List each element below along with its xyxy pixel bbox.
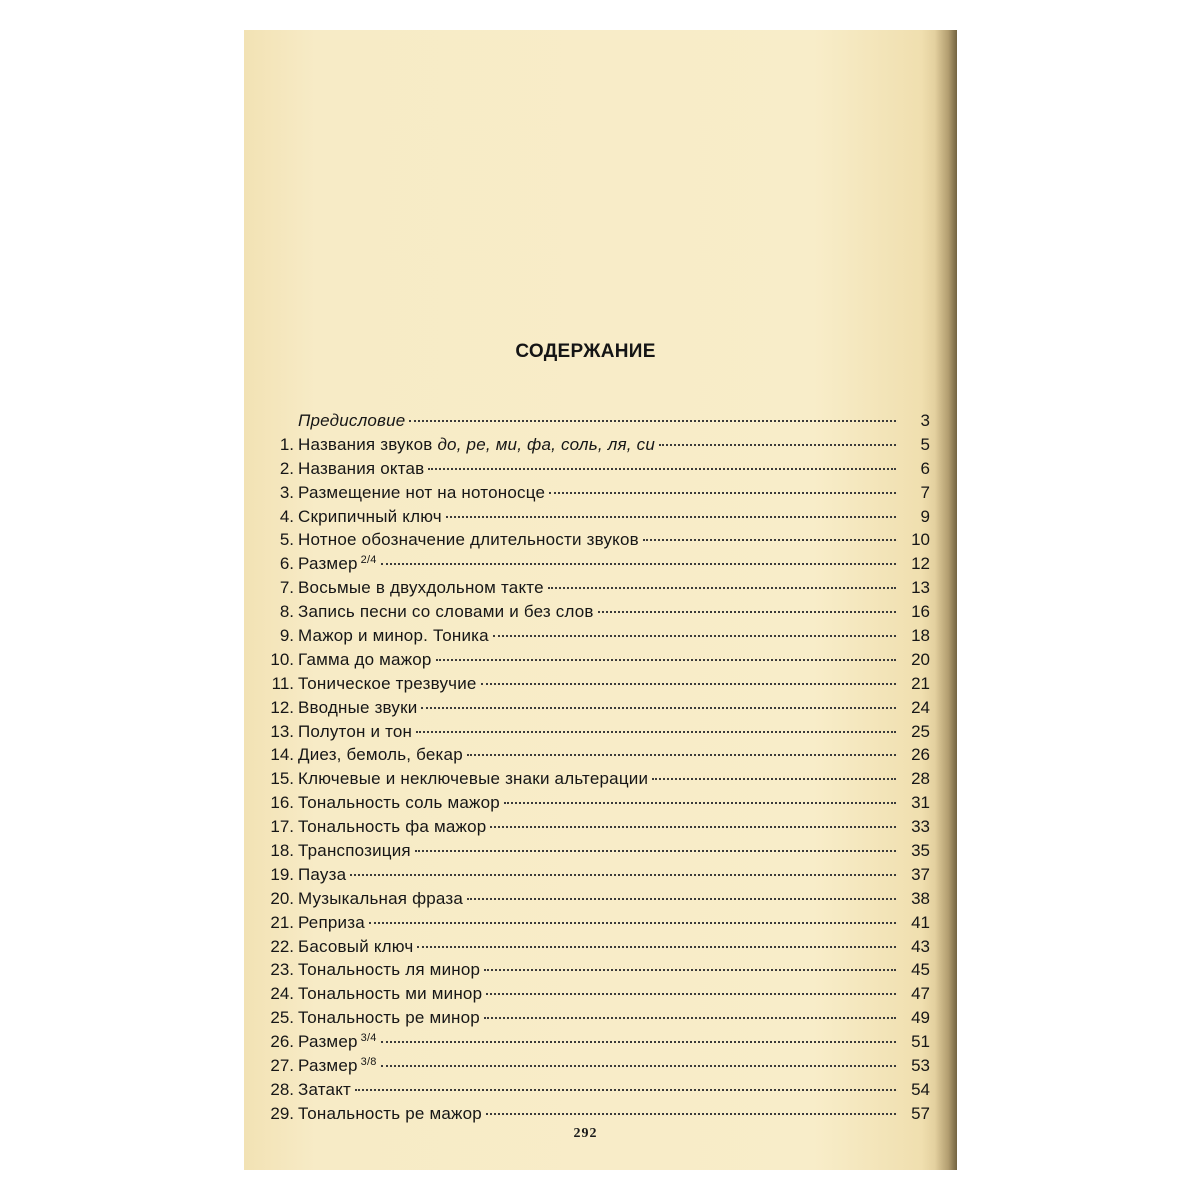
toc-entry-page: 10 bbox=[911, 530, 930, 550]
toc-entry-title bbox=[298, 674, 477, 694]
dot-leader bbox=[486, 1113, 896, 1115]
toc-entry bbox=[260, 1008, 930, 1032]
toc-entry-title bbox=[298, 889, 463, 909]
page-spine-shadow bbox=[935, 30, 957, 1170]
toc-entry bbox=[260, 1080, 930, 1104]
toc-entry-number: 29. bbox=[270, 1103, 294, 1123]
dot-leader bbox=[446, 516, 896, 518]
toc-entry bbox=[260, 1056, 930, 1080]
toc-entry bbox=[260, 937, 930, 961]
toc-entry-title-text: Затакт bbox=[298, 1079, 352, 1099]
toc-entry-number: 24. bbox=[270, 984, 294, 1004]
toc-entry-page: 20 bbox=[911, 649, 930, 669]
toc-entry-title-text: Музыкальная фраза bbox=[298, 888, 464, 908]
toc-entry-title bbox=[298, 411, 405, 431]
toc-entry-title bbox=[298, 1104, 482, 1124]
toc-entry-title-text: Полутон и тон bbox=[298, 721, 413, 741]
toc-entry-page: 47 bbox=[911, 984, 930, 1004]
dot-leader bbox=[548, 587, 896, 589]
toc-entry-number: 3. bbox=[279, 482, 294, 502]
toc-entry-number: 12. bbox=[270, 697, 294, 717]
dot-leader bbox=[504, 802, 896, 804]
toc-entry-title-text: Тональность ре мажор bbox=[298, 1103, 482, 1123]
toc-entry-title bbox=[298, 745, 463, 765]
toc-entry-title-text: Ключевые и неключевые знаки альтерации bbox=[298, 769, 649, 789]
toc-entry bbox=[260, 578, 930, 602]
toc-entry-number: 11. bbox=[271, 673, 294, 693]
toc-entry-title-text: Восьмые в двухдольном такте bbox=[298, 578, 544, 598]
toc-entry bbox=[260, 483, 930, 507]
toc-entry-page: 24 bbox=[911, 697, 930, 717]
toc-entry-number: 2. bbox=[279, 458, 294, 478]
dot-leader bbox=[417, 946, 896, 948]
toc-entry-title bbox=[298, 793, 500, 813]
toc-entry-page: 51 bbox=[911, 1032, 930, 1052]
toc-entry-title-text: Гамма до мажор bbox=[298, 649, 432, 669]
toc-entry-title bbox=[298, 530, 639, 550]
toc-entry-title bbox=[298, 769, 648, 789]
toc-entry-number: 7. bbox=[279, 578, 294, 598]
toc-entry-page: 45 bbox=[911, 960, 930, 980]
dot-leader bbox=[381, 1065, 896, 1067]
toc-entry-title bbox=[298, 459, 424, 479]
toc-entry-page: 35 bbox=[911, 841, 930, 861]
toc-entry-page: 41 bbox=[911, 912, 930, 932]
toc-entry-title-text: Пауза bbox=[298, 864, 347, 884]
toc-entry-number: 16. bbox=[270, 793, 294, 813]
toc-entry-title bbox=[298, 554, 377, 574]
toc-entry-title bbox=[298, 984, 482, 1004]
toc-entry-title bbox=[298, 698, 417, 718]
toc-entry-title-text: Диез, бемоль, бекар bbox=[298, 745, 463, 765]
toc-entry-title bbox=[298, 602, 594, 622]
toc-entry-title bbox=[298, 507, 442, 527]
toc-entry-page: 33 bbox=[911, 817, 930, 837]
toc-entry-title-text: Тональность ми минор bbox=[298, 984, 483, 1004]
toc-entry-number: 18. bbox=[270, 841, 294, 861]
toc-entry-page: 7 bbox=[920, 482, 930, 502]
dot-leader bbox=[652, 778, 896, 780]
toc-entry-title bbox=[298, 865, 346, 885]
toc-entry-page: 57 bbox=[911, 1103, 930, 1123]
toc-entry-title bbox=[298, 1032, 377, 1052]
toc-entry-number: 8. bbox=[279, 602, 294, 622]
toc-entry-title-italic: до, ре, ми, фа, соль, ля, си bbox=[437, 434, 655, 454]
toc-entry-page: 3 bbox=[920, 411, 930, 430]
dot-leader bbox=[350, 874, 896, 876]
toc-entry-title bbox=[298, 1080, 351, 1100]
toc-entry-page: 6 bbox=[920, 458, 930, 478]
dot-leader bbox=[549, 492, 896, 494]
dot-leader bbox=[381, 1041, 896, 1043]
toc-entry-title-text: Тональность фа мажор bbox=[298, 817, 487, 837]
toc-entry-title-text: Размер bbox=[298, 1032, 358, 1052]
toc-entry-page: 54 bbox=[911, 1079, 930, 1099]
toc-entry bbox=[260, 865, 930, 889]
toc-entry-title-text: Мажор и минор. Тоника bbox=[298, 626, 489, 646]
dot-leader bbox=[467, 898, 896, 900]
toc-entry bbox=[260, 960, 930, 984]
toc-entry-title-text: Размещение нот на нотоносце bbox=[298, 482, 546, 502]
toc-entry-page: 5 bbox=[920, 434, 930, 454]
toc-entry-title-text: Скрипичный ключ bbox=[298, 506, 442, 526]
time-signature: 3/4 bbox=[360, 1032, 377, 1045]
toc-entry-page: 18 bbox=[911, 626, 930, 646]
dot-leader bbox=[643, 539, 896, 541]
toc-entry-page: 31 bbox=[911, 793, 930, 813]
toc-entry-title-text: Басовый ключ bbox=[298, 936, 414, 956]
toc-entry-number: 17. bbox=[270, 817, 294, 837]
toc-entry-title-text: Транспозиция bbox=[298, 841, 411, 861]
toc-entry-page: 37 bbox=[911, 864, 930, 884]
toc-entry-title-text: Названия октав bbox=[298, 458, 425, 478]
toc-entry-title-text: Вводные звуки bbox=[298, 697, 418, 717]
toc-entry-title bbox=[298, 817, 486, 837]
toc-entry-number: 19. bbox=[270, 864, 294, 884]
toc-entry-page: 38 bbox=[911, 888, 930, 908]
dot-leader bbox=[486, 993, 896, 995]
toc-entry bbox=[260, 435, 930, 459]
toc-entry-number: 26. bbox=[270, 1032, 294, 1052]
toc-entry bbox=[260, 507, 930, 531]
toc-entry bbox=[260, 913, 930, 937]
toc-entry-number: 20. bbox=[270, 888, 294, 908]
toc-entry bbox=[260, 674, 930, 698]
toc-entry-number: 9. bbox=[279, 626, 294, 646]
toc-entry bbox=[260, 650, 930, 674]
time-signature: 3/8 bbox=[360, 1056, 377, 1069]
toc-entry-number: 22. bbox=[270, 936, 294, 956]
toc-entry bbox=[260, 841, 930, 865]
toc-entry-title bbox=[298, 937, 413, 957]
toc-entry-number: 28. bbox=[270, 1079, 294, 1099]
toc-entry-title bbox=[298, 1008, 480, 1028]
dot-leader bbox=[421, 707, 896, 709]
toc-entry-page: 26 bbox=[911, 745, 930, 765]
toc-entry-page: 28 bbox=[911, 769, 930, 789]
toc-entry bbox=[260, 698, 930, 722]
toc-entry-title bbox=[298, 1056, 377, 1076]
toc-entry-page: 25 bbox=[911, 721, 930, 741]
toc-entry bbox=[260, 889, 930, 913]
toc-entry-number: 23. bbox=[270, 960, 294, 980]
toc-entry bbox=[260, 793, 930, 817]
dot-leader bbox=[409, 420, 896, 422]
toc-entry-title-text: Тональность соль мажор bbox=[298, 793, 500, 813]
dot-leader bbox=[416, 731, 896, 733]
toc-entry-title-text: Тональность ре минор bbox=[298, 1008, 480, 1028]
toc-entry-number: 21. bbox=[270, 912, 294, 932]
toc-entry-title bbox=[298, 913, 365, 933]
toc-entry-page: 13 bbox=[911, 578, 930, 598]
toc-entry-number: 13. bbox=[270, 721, 294, 741]
dot-leader bbox=[484, 969, 896, 971]
time-signature: 2/4 bbox=[360, 554, 377, 567]
toc-entry-title-text: Названия звуков bbox=[298, 434, 438, 454]
toc-entry-number: 27. bbox=[270, 1056, 294, 1076]
toc-entry bbox=[260, 411, 930, 435]
toc-entry-page: 21 bbox=[911, 673, 930, 693]
toc-entry bbox=[260, 1104, 930, 1128]
toc-entry-number: 10. bbox=[270, 649, 294, 669]
toc-entry-page: 43 bbox=[911, 936, 930, 956]
toc-title: СОДЕРЖАНИЕ bbox=[515, 341, 656, 362]
toc-entry bbox=[260, 769, 930, 793]
toc-entry-title-text: Нотное обозначение длительности звуков bbox=[298, 530, 639, 550]
toc-entry bbox=[260, 554, 930, 578]
toc-entry-page: 12 bbox=[911, 554, 930, 574]
dot-leader bbox=[490, 826, 896, 828]
dot-leader bbox=[659, 444, 896, 446]
table-of-contents bbox=[260, 411, 930, 1128]
book-page bbox=[244, 30, 957, 1170]
dot-leader bbox=[355, 1089, 896, 1091]
toc-entry-number: 5. bbox=[279, 530, 294, 550]
toc-entry-title bbox=[298, 841, 411, 861]
toc-entry-title-text: Размер bbox=[298, 554, 358, 574]
toc-entry-title bbox=[298, 435, 655, 455]
toc-entry-page: 49 bbox=[911, 1008, 930, 1028]
toc-entry bbox=[260, 745, 930, 769]
toc-entry-title-text: Запись песни со словами и без слов bbox=[298, 602, 594, 622]
toc-entry bbox=[260, 1032, 930, 1056]
dot-leader bbox=[415, 850, 896, 852]
toc-entry bbox=[260, 530, 930, 554]
toc-entry-page: 16 bbox=[911, 602, 930, 622]
dot-leader bbox=[369, 922, 896, 924]
toc-entry-number: 25. bbox=[270, 1008, 294, 1028]
page-number: 292 bbox=[573, 1126, 598, 1141]
dot-leader bbox=[493, 635, 896, 637]
toc-entry-title-text: Тональность ля минор bbox=[298, 960, 481, 980]
toc-entry-title-text: Предисловие bbox=[298, 411, 406, 430]
toc-entry bbox=[260, 817, 930, 841]
toc-entry-title bbox=[298, 578, 544, 598]
toc-entry-title bbox=[298, 650, 432, 670]
toc-entry-page: 9 bbox=[920, 506, 930, 526]
toc-entry-title bbox=[298, 626, 489, 646]
dot-leader bbox=[481, 683, 896, 685]
dot-leader bbox=[467, 754, 896, 756]
toc-entry-number: 6. bbox=[279, 554, 294, 574]
toc-entry-title-text: Реприза bbox=[298, 912, 365, 932]
toc-entry bbox=[260, 722, 930, 746]
dot-leader bbox=[428, 468, 896, 470]
toc-entry-number: 14. bbox=[270, 745, 294, 765]
toc-entry bbox=[260, 459, 930, 483]
dot-leader bbox=[484, 1017, 896, 1019]
toc-entry-number: 1. bbox=[279, 434, 294, 454]
toc-entry-title bbox=[298, 483, 545, 503]
dot-leader bbox=[381, 563, 896, 565]
toc-entry bbox=[260, 984, 930, 1008]
toc-entry-title bbox=[298, 722, 412, 742]
dot-leader bbox=[598, 611, 896, 613]
toc-entry-title-text: Тоническое трезвучие bbox=[298, 673, 477, 693]
toc-entry-title bbox=[298, 960, 480, 980]
toc-entry bbox=[260, 626, 930, 650]
toc-entry-number: 15. bbox=[270, 769, 294, 789]
toc-entry bbox=[260, 602, 930, 626]
toc-entry-title-text: Размер bbox=[298, 1056, 358, 1076]
dot-leader bbox=[436, 659, 896, 661]
toc-entry-page: 53 bbox=[911, 1056, 930, 1076]
toc-entry-number: 4. bbox=[279, 506, 294, 526]
